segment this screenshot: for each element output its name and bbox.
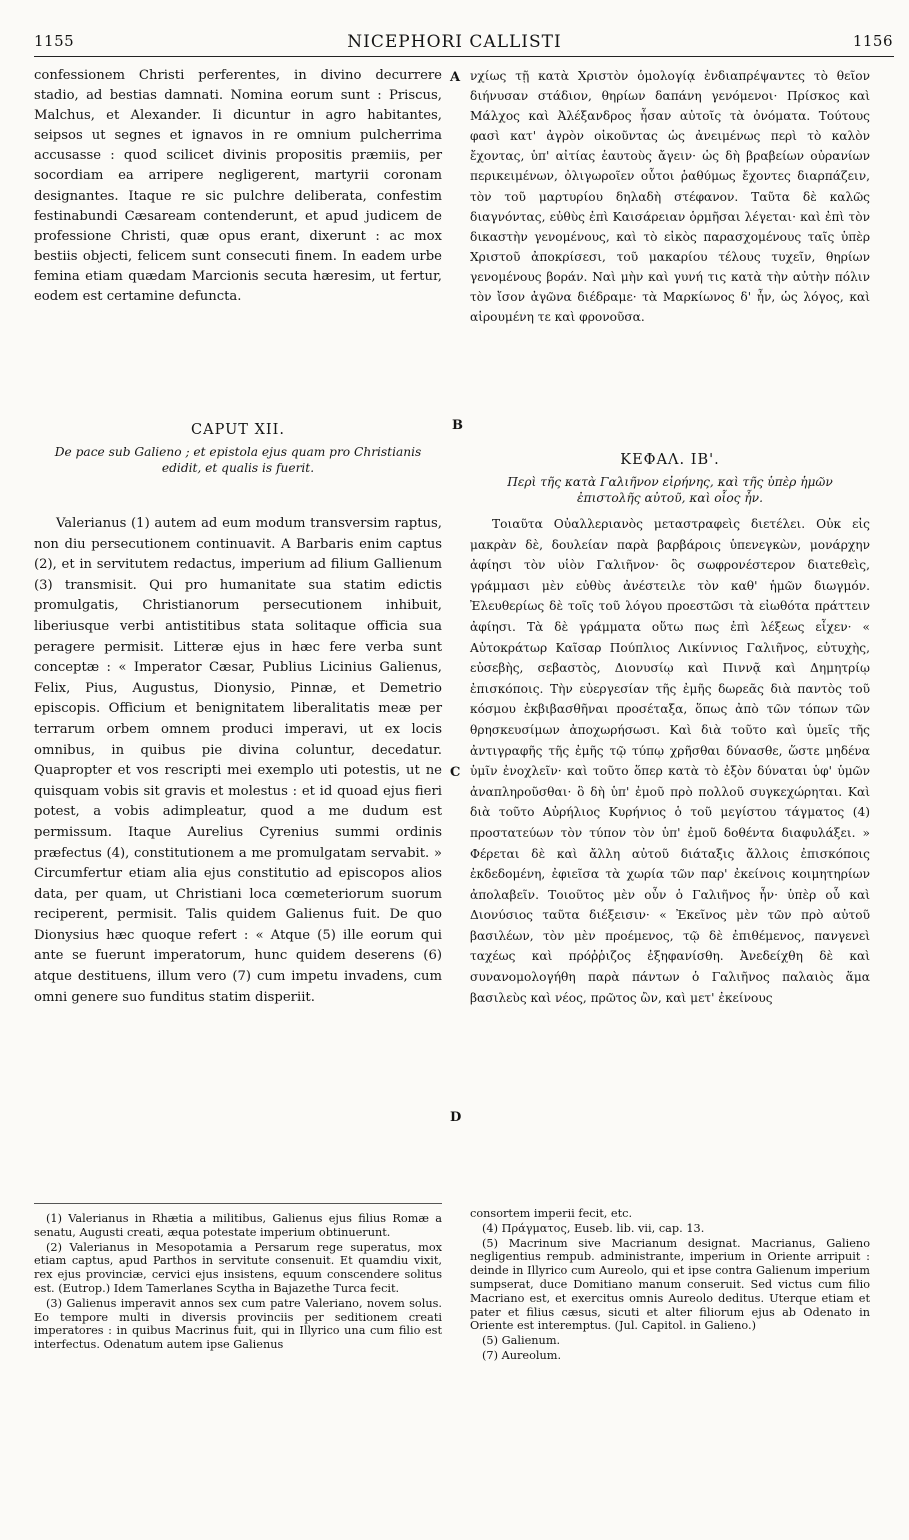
footnote: (3) Galienus imperavit annos sex cum patre Valeriano, novem solus. Eo tempore multi in diversis provinciis per seditionem creati imperatores : in quibus Macrinus fuit, qui in Illyrico una cum filio est interfectus. Odenatum autem ipse Galienus — [34, 1296, 442, 1352]
footnote: (5) Macrinum sive Macrianum designat. Macrianus, Galieno negligentius rempub. administrante, imperium in Oriente arripuit : deinde in Illyrico cum Aureolo, qui et ipse contra Galienum imperium sumpserat, duce Domitiano manum conseruit. Sed victus cum filio Macriano est, et exercitus omnis Aureolo deditus. Uterque etiam et pater et filius cæsus, sicuti et alter filiorum ejus ab Odenato in Oriente est interemptus. (Jul. Capitol. in Galieno.) — [470, 1236, 870, 1333]
margin-letter-c: C — [450, 765, 461, 780]
latin-body — [34, 514, 442, 1008]
greek-body — [470, 514, 870, 1008]
latin-paragraph-2: Valerianus (1) autem ad eum modum transversim raptus, non diu persecutionem continuavit. A Barbaris enim captus (2), et in servitutem redactus, imperium ad filium Gallienum (3) transmisit. Qui pro humanitate sua statim edictis promulgatis, Christianorum persecutionem inhibuit, liberiusque verbi antistitibus stata solitaque officia sua peragere permisit. Litteræ ejus in hæc fere verba sunt conceptæ : « Imperator Cæsar, Publius Licinius Galienus, Felix, Pius, Augustus, Dionysio, Pinnæ, et Demetrio episcopis. Officium et benignitatem liberalitatis meæ per terrarum orbem omnem produci imperavi, ut ex locis omnibus, in quibus pie divina coluntur, decedatur. Quapropter et vos rescripti mei exemplo uti potestis, ut ne quisquam vobis sit gravis et molestus : et id quoad ejus fieri potest, a vobis adimpleatur, quod a me dudum est permissum. Itaque Aurelius Cyrenius summi ordinis præfectus (4), constitutionem a me promulgatam servabit. » Circumfertur etiam alia ejus constitutio ad episcopos alios data, per quam, ut Christiani loca cœmeteriorum suorum reciperent, permisit. Talis quidem Galienus fuit. De quo Dionysius hæc quoque refert : « Atque (5) ille eorum qui ante se fuerunt imperatorum, hunc quidem deserens (6) atque destituens, illum vero (7) cum impetu invadens, cum omni genere suo funditus statim disperiit. — [34, 516, 442, 1005]
greek-chapter-subtitle: Περὶ τῆς κατὰ Γαλιῆνον εἰρήνης, καὶ τῆς ὑπὲρ ἡμῶν ἐπιστολῆς αὐτοῦ, καὶ οἷος ἦν. — [507, 475, 833, 506]
greek-chapter-heading: ΚΕΦΑΛ. ΙΒ'. — [620, 452, 720, 468]
running-title: NICEPHORI CALLISTI — [347, 32, 562, 52]
header-rule — [34, 56, 894, 57]
notes-separator-left — [34, 1203, 442, 1204]
footnote: consortem imperii fecit, etc. — [470, 1207, 633, 1220]
footnote: (7) Aureolum. — [482, 1348, 562, 1362]
greek-chapter-block — [470, 450, 870, 506]
latin-paragraph-1: confessionem Christi perferentes, in divino decurrere stadio, ad bestias damnati. Nomina eorum sunt : Priscus, Malchus, et Alexander. Ii dicuntur in agro habitantes, seipsos ut segnes et ignavos in re omnium pulcherrima accusasse : quod scilicet divinis propositis præmiis, per socordiam ea arripere negligerent, martyrii coronam designantes. Itaque re sic pulchre deliberata, confestim festinabundi Cæsaream contenderunt, et apud judicem de professione Christi, quæ opus erant, dixerunt : ac mox bestiis objecti, felicem sunt consecuti finem. In eadem urbe femina etiam quædam Marcionis secuta hæresim, ut fertur, eodem est certamine defuncta. — [34, 68, 442, 305]
latin-column — [34, 66, 442, 307]
footnote: (5) Galienum. — [482, 1334, 561, 1348]
footnotes-right — [470, 1207, 870, 1364]
latin-chapter-heading: CAPUT XII. — [191, 422, 285, 438]
margin-letter-a: A — [450, 70, 461, 85]
latin-chapter-subtitle: De pace sub Galieno ; et epistola ejus quam pro Christianis edidit, et qualis is fuerit. — [54, 445, 422, 476]
footnote: (1) Valerianus in Rhætia a militibus, Galienus ejus filius Romæ a senatu, Augusti creati, æqua potestate imperium obtinuerunt. — [34, 1212, 442, 1239]
page-number-right: 1156 — [852, 32, 893, 50]
latin-chapter-block — [34, 420, 442, 476]
page-number-left: 1155 — [34, 32, 75, 50]
greek-paragraph-2: Τοιαῦτα Οὐαλλεριανὸς μεταστραφεὶς διετέλει. Οὐκ εἰς μακρὰν δὲ, δουλείαν παρὰ βαρβάροις ὑπενεγκὼν, μονάρχην ἀφίησι τὸν υἱὸν Γαλιῆνον· ὃς σωφρονέστερον διατεθεὶς, γράμμασι μὲν εὐθὺς ἀνέστειλε τὸν καθ' ἡμῶν διωγμόν. Ἐλευθερίως δὲ τοῖς τοῦ λόγου προεστῶσι τὰ εἰωθότα πράττειν ἀφίησι. Τὰ δὲ γράμματα οὕτω πως ἐπὶ λέξεως εἶχεν· « Αὐτοκράτωρ Καῖσαρ Πούπλιος Λικίννιος Γαλιῆνος, εὐτυχὴς, εὐσεβὴς, σεβαστὸς, Διονυσίῳ καὶ Πιννᾷ καὶ Δημητρίῳ ἐπισκόποις. Τὴν εὐεργεσίαν τῆς ἐμῆς δωρεᾶς διὰ παντὸς τοῦ κόσμου ἐκβιβασθῆναι προσέταξα, ὅπως ἀπὸ τῶν τόπων τῶν θρησκευσίμων ἀποχωρήσωσι. Καὶ διὰ τοῦτο καὶ ὑμεῖς τῆς ἀντιγραφῆς τῆς ἐμῆς τῷ τύπῳ χρῆσθαι δύνασθε, ὥστε μηδένα ὑμῖν ἐνοχλεῖν· καὶ τοῦτο ὅπερ κατὰ τὸ ἐξὸν δύναται ὑφ' ὑμῶν ἀναπληροῦσθαι· ὃ δὴ ὑπ' ἐμοῦ πρὸ πολλοῦ συγκεχώρηται. Καὶ διὰ τοῦτο Αὐρήλιος Κυρήνιος ὁ τοῦ μεγίστου τάγματος (4) προστατεύων τὸν τύπον τὸν ὑπ' ἐμοῦ δοθέντα διαφυλάξει. » Φέρεται δὲ καὶ ἄλλη αὐτοῦ διάταξις ἄλλοις ἐπισκόποις ἐκδεδομένη, ἐφιεῖσα τὰ χωρία τῶν παρ' ἐκείνοις κοιμητηρίων ἀπολαβεῖν. Τοιοῦτος μὲν οὖν ὁ Γαλιῆνος ἦν· ὑπὲρ οὗ καὶ Διονύσιος ταῦτα διέξεισιν· « Ἐκεῖνος μὲν τῶν πρὸ αὐτοῦ βασιλέων, τὸν μὲν προέμενος, τῷ δὲ ἐπιθέμενος, πανγενεὶ ταχέως καὶ πρόῤῥιζος ἐξηφανίσθη. Ἀνεδείχθη δὲ καὶ συνανομολογήθη παρὰ πάντων ὁ Γαλιῆνος παλαιὸς ἅμα βασιλεὺς καὶ νέος, πρῶτος ὢν, καὶ μετ' ἐκείνους — [470, 517, 870, 1005]
greek-paragraph-1: νχίως τῇ κατὰ Χριστὸν ὁμολογίᾳ ἐνδιαπρέψαντες τὸ θεῖον διήνυσαν στάδιον, θηρίων δαπάνη γενόμενοι· Πρίσκος καὶ Μάλχος καὶ Ἀλέξανδρος ἦσαν αὐτοῖς τὰ ὀνόματα. Τούτους φασὶ κατ' ἀγρὸν οἰκοῦντας ὡς ἀνειμένως περὶ τὸ καλὸν ἔχοντας, ὑπ' αἰτίας ἑαυτοὺς ἄγειν· ὡς δὴ βραβείων οὐρανίων περικειμένων, ὀλιγωροῖεν οὗτοι ῥαθύμως ἔχοντες διαρπάζειν, τὸν τοῦ μαρτυρίου δηλαδὴ στέφανον. Ταῦτα δὲ καλῶς διαγνόντας, εὐθὺς ἐπὶ Καισάρειαν ὁρμῆσαι λέγεται· καὶ ἐπὶ τὸν δικαστὴν γενομένους, καὶ τὸ εἰκὸς παρασχομένους ταῖς ὑπὲρ Χριστοῦ ἀποκρίσεσι, τοῦ μακαρίου τέλους τυχεῖν, θηρίων γενομένους βοράν. Ναὶ μὴν καὶ γυνή τις κατὰ τὴν αὐτὴν πόλιν τὸν ἴσον ἀγῶνα διέδραμε· τὰ Μαρκίωνος δ' ἦν, ὡς λόγος, καὶ αἱρουμένη τε καὶ φρονοῦσα. — [470, 69, 870, 325]
margin-letter-b: B — [452, 418, 463, 433]
margin-letter-d: D — [450, 1110, 462, 1125]
footnote: (4) Πράγματος, Euseb. lib. vii, cap. 13. — [482, 1221, 705, 1235]
footnote: (2) Valerianus in Mesopotamia a Persarum rege superatus, mox etiam captus, apud Parthos in servitute consenuit. Et quamdiu vixit, rex ejus provinciæ, cervici ejus insistens, equum conscendere solitus est. (Eutrop.) Idem Tamerlanes Scytha in Bajazethe Turca fecit. — [34, 1240, 442, 1295]
greek-column — [470, 66, 870, 327]
footnotes-left — [34, 1212, 442, 1353]
